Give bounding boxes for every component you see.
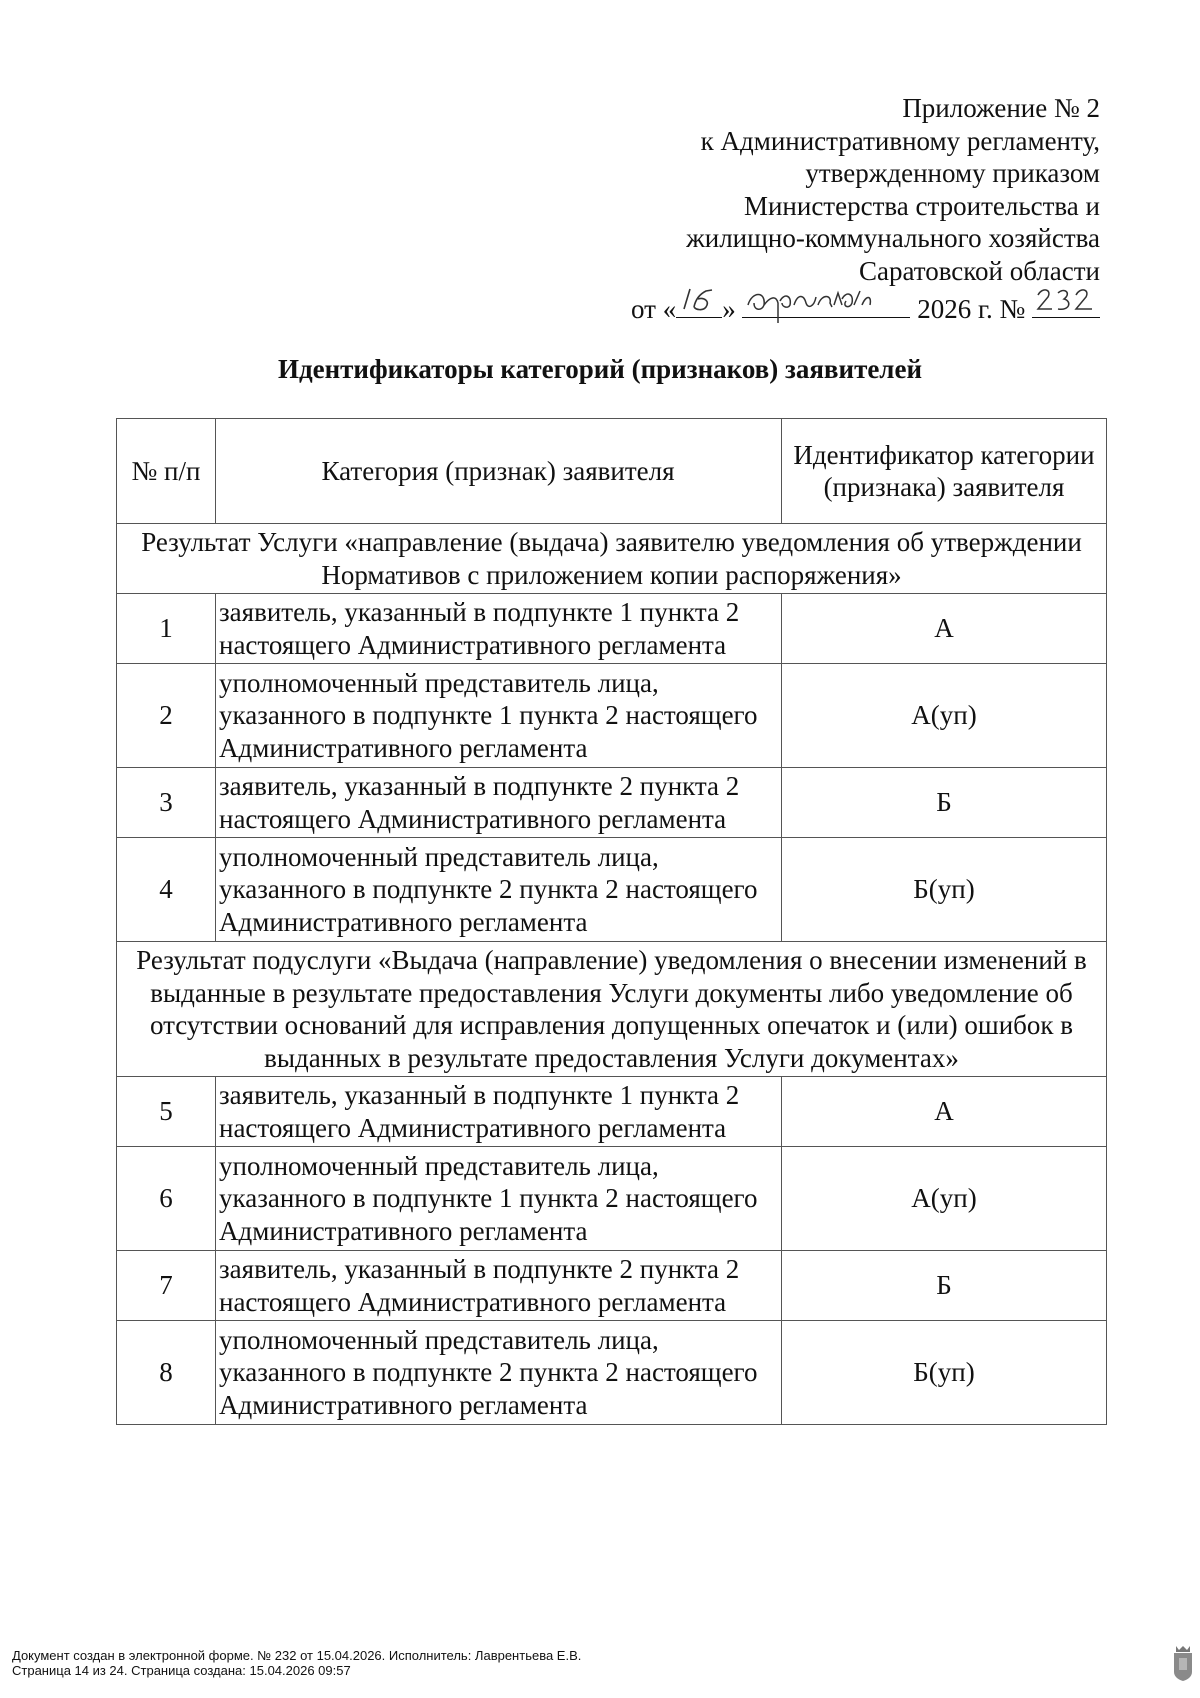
coat-of-arms-icon [1172,1644,1194,1687]
row-category: уполномоченный представитель лица, указанного в подпункте 2 пункта 2 настоящего Административного регламента [216,1321,782,1425]
handwritten-number [1032,287,1100,318]
footer-doc-info: Документ создан в электронной форме. № 232 от 15.04.2026. Исполнитель: Лаврентьева Е.В. [12,1648,582,1663]
row-category: заявитель, указанный в подпункте 1 пункта 2 настоящего Административного регламента [216,1077,782,1147]
categories-table [116,418,1107,1425]
row-category: уполномоченный представитель лица, указанного в подпункте 1 пункта 2 настоящего Административного регламента [216,664,782,768]
appendix-header [540,92,1100,326]
footer-page-info: Страница 14 из 24. Страница создана: 15.04.2026 09:57 [12,1663,351,1678]
header-identifier: Идентификатор категории (признака) заявителя [782,419,1107,524]
row-identifier: Б(уп) [782,1321,1107,1425]
handwritten-month [742,287,910,318]
row-category: заявитель, указанный в подпункте 2 пункта 2 настоящего Административного регламента [216,768,782,838]
table-row [117,1147,1107,1251]
table-row [117,1251,1107,1321]
electronic-document-footer [12,1648,581,1678]
section-row [117,524,1107,594]
row-num: 4 [117,838,216,942]
handwritten-day [676,287,722,318]
table-row [117,768,1107,838]
header-category: Категория (признак) заявителя [216,419,782,524]
appendix-ministry: Министерства строительства и [743,190,1100,221]
row-identifier: А [782,1077,1107,1147]
section2-title: Результат подуслуги «Выдача (направление) уведомления о внесении изменений в выданные в результате предоставления Услуги документы либо уведомление об отсутствии оснований для исправления допущенных опечаток и (или) ошибок в выданных в результате предоставления Услуги документах» [117,942,1107,1077]
appendix-ministry-cont: жилищно-коммунального хозяйства [686,223,1100,253]
row-category: заявитель, указанный в подпункте 1 пункта 2 настоящего Административного регламента [216,594,782,664]
date-prefix: от « [631,294,677,324]
date-mid: » [722,294,736,324]
row-num: 6 [117,1147,216,1251]
row-identifier: Б [782,1251,1107,1321]
table-row [117,594,1107,664]
table-header-row [117,419,1107,524]
row-identifier: А [782,594,1107,664]
row-identifier: А(уп) [782,1147,1107,1251]
appendix-date-line [540,287,1100,326]
row-identifier: Б [782,768,1107,838]
appendix-region: Саратовской области [859,255,1100,286]
row-num: 8 [117,1321,216,1425]
row-num: 3 [117,768,216,838]
row-num: 1 [117,594,216,664]
table-row [117,1077,1107,1147]
row-num: 2 [117,664,216,768]
section-row [117,942,1107,1077]
row-category: заявитель, указанный в подпункте 2 пункта 2 настоящего Административного регламента [216,1251,782,1321]
table-row [117,664,1107,768]
date-year: 2026 г. № [917,294,1026,324]
appendix-approval: утвержденному приказом [805,158,1100,188]
row-identifier: А(уп) [782,664,1107,768]
row-num: 7 [117,1251,216,1321]
row-identifier: Б(уп) [782,838,1107,942]
appendix-reference: к Административному регламенту, [700,125,1100,156]
header-num: № п/п [117,419,216,524]
table-row [117,1321,1107,1425]
document-title: Идентификаторы категорий (признаков) заявителей [277,354,923,384]
row-category: уполномоченный представитель лица, указанного в подпункте 2 пункта 2 настоящего Административного регламента [216,838,782,942]
row-category: уполномоченный представитель лица, указанного в подпункте 1 пункта 2 настоящего Административного регламента [216,1147,782,1251]
appendix-number: Приложение № 2 [902,93,1100,123]
table-row [117,838,1107,942]
section1-title: Результат Услуги «направление (выдача) заявителю уведомления об утверждении Нормативов с приложением копии распоряжения» [117,524,1107,594]
row-num: 5 [117,1077,216,1147]
